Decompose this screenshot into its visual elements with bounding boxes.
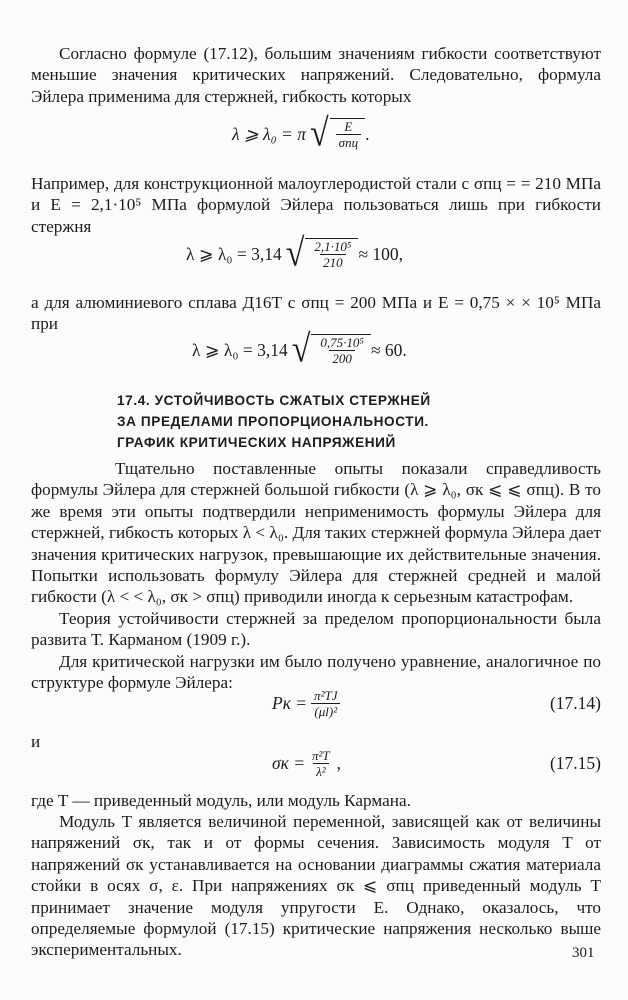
sqrt-sign: √ xyxy=(285,232,305,275)
paragraph-9: Модуль T является величиной переменной, зависящей как от величины напряжений σк, так и от формы сечения. Зависимость модуля T от напряжений σк устанавливается на основании диаграммы сжатия материала стойки в осях σ, ε. При напряжениях σк ⩽ σпц приведенный модуль T принимает значение модуля упругости E. Однако, оказалось, что определяемые формулой (17.15) критические напряжения несколько выше экспериментальных. xyxy=(31,812,601,960)
formula-aluminium: λ ⩾ λ₀ = 3,14 √ $\frac{\text{0,75·10⁵}}{200}$ ≈ 60. xyxy=(192,328,407,371)
paragraph-2: Например, для конструкционной малоуглеродистой стали с σпц = = 210 МПа и E = 2,1·10⁵ МПа формулой Эйлера пользоваться лишь при гибкости стержня xyxy=(31,174,601,236)
paragraph-3: а для алюминиевого сплава Д16Т с σпц = 200 МПа и E = 0,75 × × 10⁵ МПа при xyxy=(31,293,601,334)
paragraph-8: где T — приведенный модуль, или модуль Кармана. xyxy=(31,791,411,810)
formula-steel: λ ⩾ λ₀ = 3,14 √ $\frac{\text{2,1·10⁵}}{210}$ ≈ 100, xyxy=(186,232,404,275)
paragraph-6: Для критической нагрузки им было получено уравнение, аналогичное по структуре формуле Эйлера: xyxy=(31,652,601,693)
formula-lambda-limit: λ ⩾ λ₀ = π √ $\frac{E}{\text{σпц}}$ . xyxy=(232,112,370,155)
page-number: 301 xyxy=(572,945,595,961)
formula-lhs: λ ⩾ λ₀ = π xyxy=(232,123,306,144)
sqrt-sign: √ xyxy=(291,328,311,371)
paragraph-1: Согласно формуле (17.12), большим значениям гибкости соответствуют меньшие значения критических напряжений. Следовательно, формула Эйлера применима для стержней, гибкость которых xyxy=(31,44,601,106)
paragraph-5: Теория устойчивости стержней за пределом пропорциональности была развита Т. Карманом (1909 г.). xyxy=(31,609,601,650)
formula-17-15: σк = $\frac{\text{π²T}}{\text{λ²}}$ , xyxy=(272,748,342,779)
formula-fraction: $\frac{E}{\text{σпц}}$ xyxy=(336,119,361,150)
section-heading: 17.4. УСТОЙЧИВОСТЬ СЖАТЫХ СТЕРЖНЕЙ ЗА ПРЕДЕЛАМИ ПРОПОРЦИОНАЛЬНОСТИ. ГРАФИК КРИТИЧЕСКИХ НАПРЯЖЕНИЙ xyxy=(117,393,431,450)
paragraph-7: и xyxy=(31,732,41,751)
paragraph-4: Тщательно поставленные опыты показали справедливость формулы Эйлера для стержней большой гибкости (λ ⩾ λ₀, σк ⩽ ⩽ σпц). В то же время эти опыты подтвердили неприменимость формулы Эйлера для стержней, гибкость которых λ < λ₀. Для таких стержней формула Эйлера дает значения критических нагрузок, превышающие их действительные значения. Попытки использовать формулу Эйлера для стержней средней и малой гибкости (λ < < λ₀, σк > σпц) приводили иногда к серьезным катастрофам. xyxy=(31,459,601,607)
equation-number-17-15: (17.15) xyxy=(549,753,601,773)
formula-17-14: Pк = $\frac{\text{π²TJ}}{\text{(μl)²}}$ xyxy=(272,688,344,719)
equation-number-17-14: (17.14) xyxy=(549,693,601,713)
sqrt-sign: √ xyxy=(309,112,329,155)
